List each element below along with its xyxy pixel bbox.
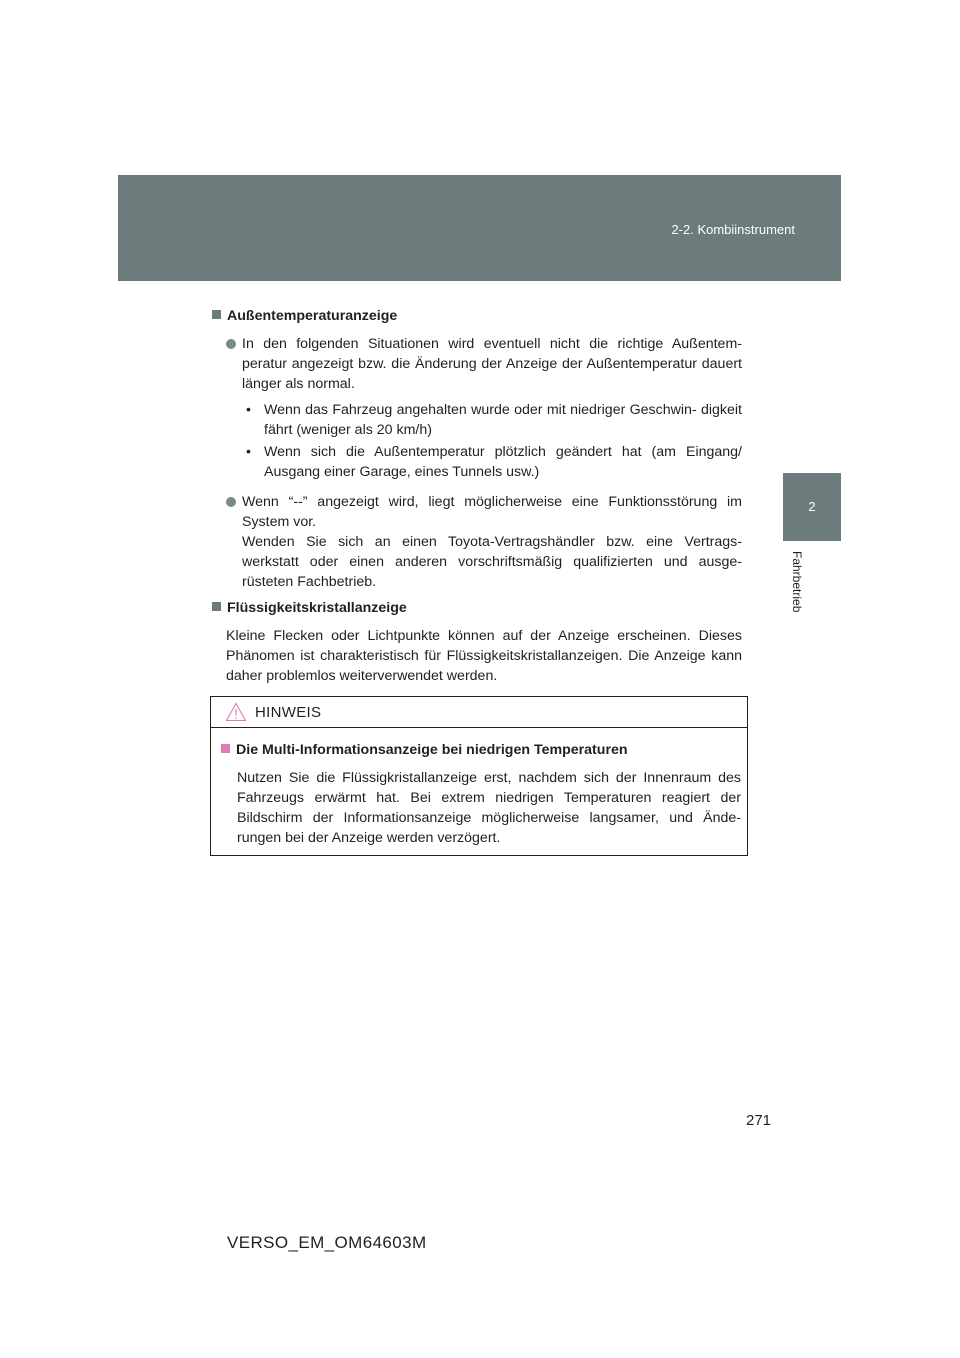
notice-paragraph: Nutzen Sie die Flüssigkristallanzeige erst, nachdem sich der Innenraum des Fahrzeugs erwärmt hat. Bei extrem niedrigen Temperaturen reagiert der Bildschirm der Informationsanzeige möglicherweise langsamer, und Ände- rungen bei der Anzeige werden verzögert.: [237, 770, 741, 846]
bullet-item: [226, 334, 742, 486]
bullet-item: [226, 492, 742, 592]
sub-list: [242, 400, 742, 482]
square-bullet-icon: [212, 602, 221, 611]
bullet-text: Wenn “--” angezeigt wird, liegt möglicherweise eine Funktionsstörung im System vor.: [242, 494, 742, 530]
bullet-text: In den folgenden Situationen wird eventuell nicht die richtige Außentem- peratur angezeigt bzw. die Änderung der Anzeige der Außentemperatur dauert länger als normal.: [242, 336, 742, 392]
section-heading-text: Flüssigkeitskristallanzeige: [227, 600, 407, 616]
sub-list-item-text: Wenn sich die Außentemperatur plötzlich geändert hat (am Eingang/ Ausgang einer Garage, eines Tunnels usw.): [264, 444, 742, 480]
notice-box: [210, 696, 748, 856]
page-number: 271: [746, 1112, 772, 1129]
bullet-text: Wenden Sie sich an einen Toyota-Vertragshändler bzw. eine Vertrags- werkstatt oder einen anderen vorschriftsmäßig qualifizierten und ausge- rüsteten Fachbetrieb.: [242, 534, 742, 590]
section-heading: [212, 598, 742, 618]
notice-heading-text: Die Multi-Informationsanzeige bei niedrigen Temperaturen: [236, 742, 628, 758]
warning-triangle-icon: [225, 702, 247, 722]
section-heading: [212, 306, 742, 326]
sub-list-item: • Wenn das Fahrzeug angehalten wurde oder mit niedriger Geschwin- digkeit fährt (weniger als 20 km/h): [246, 402, 742, 438]
circle-bullet-icon: [226, 497, 236, 507]
header-band: [118, 175, 841, 281]
square-bullet-icon: [221, 744, 230, 753]
sub-list-item: • Wenn sich die Außentemperatur plötzlich geändert hat (am Eingang/ Ausgang einer Garage, eines Tunnels usw.): [246, 444, 742, 480]
notice-title: HINWEIS: [255, 703, 322, 721]
section-heading-text: Außentemperaturanzeige: [227, 308, 398, 324]
square-bullet-icon: [212, 310, 221, 319]
main-content: [212, 306, 742, 694]
sub-list-item-text: Wenn das Fahrzeug angehalten wurde oder mit niedriger Geschwin- digkeit fährt (weniger als 20 km/h): [264, 402, 742, 438]
circle-bullet-icon: [226, 339, 236, 349]
chapter-tab-number: 2: [783, 473, 841, 541]
document-code: VERSO_EM_OM64603M: [227, 1233, 427, 1252]
notice-header: [211, 697, 747, 728]
header-section-title: 2-2. Kombiinstrument: [671, 222, 795, 237]
notice-heading: [221, 740, 741, 760]
chapter-tab-label: Fahrbetrieb: [790, 551, 804, 613]
section-paragraph: Kleine Flecken oder Lichtpunkte können auf der Anzeige erscheinen. Dieses Phänomen ist charakteristisch für Flüssigkeitskristallanzeigen. Die Anzeige kann daher problemlos weiterverwendet werden.: [226, 628, 742, 684]
